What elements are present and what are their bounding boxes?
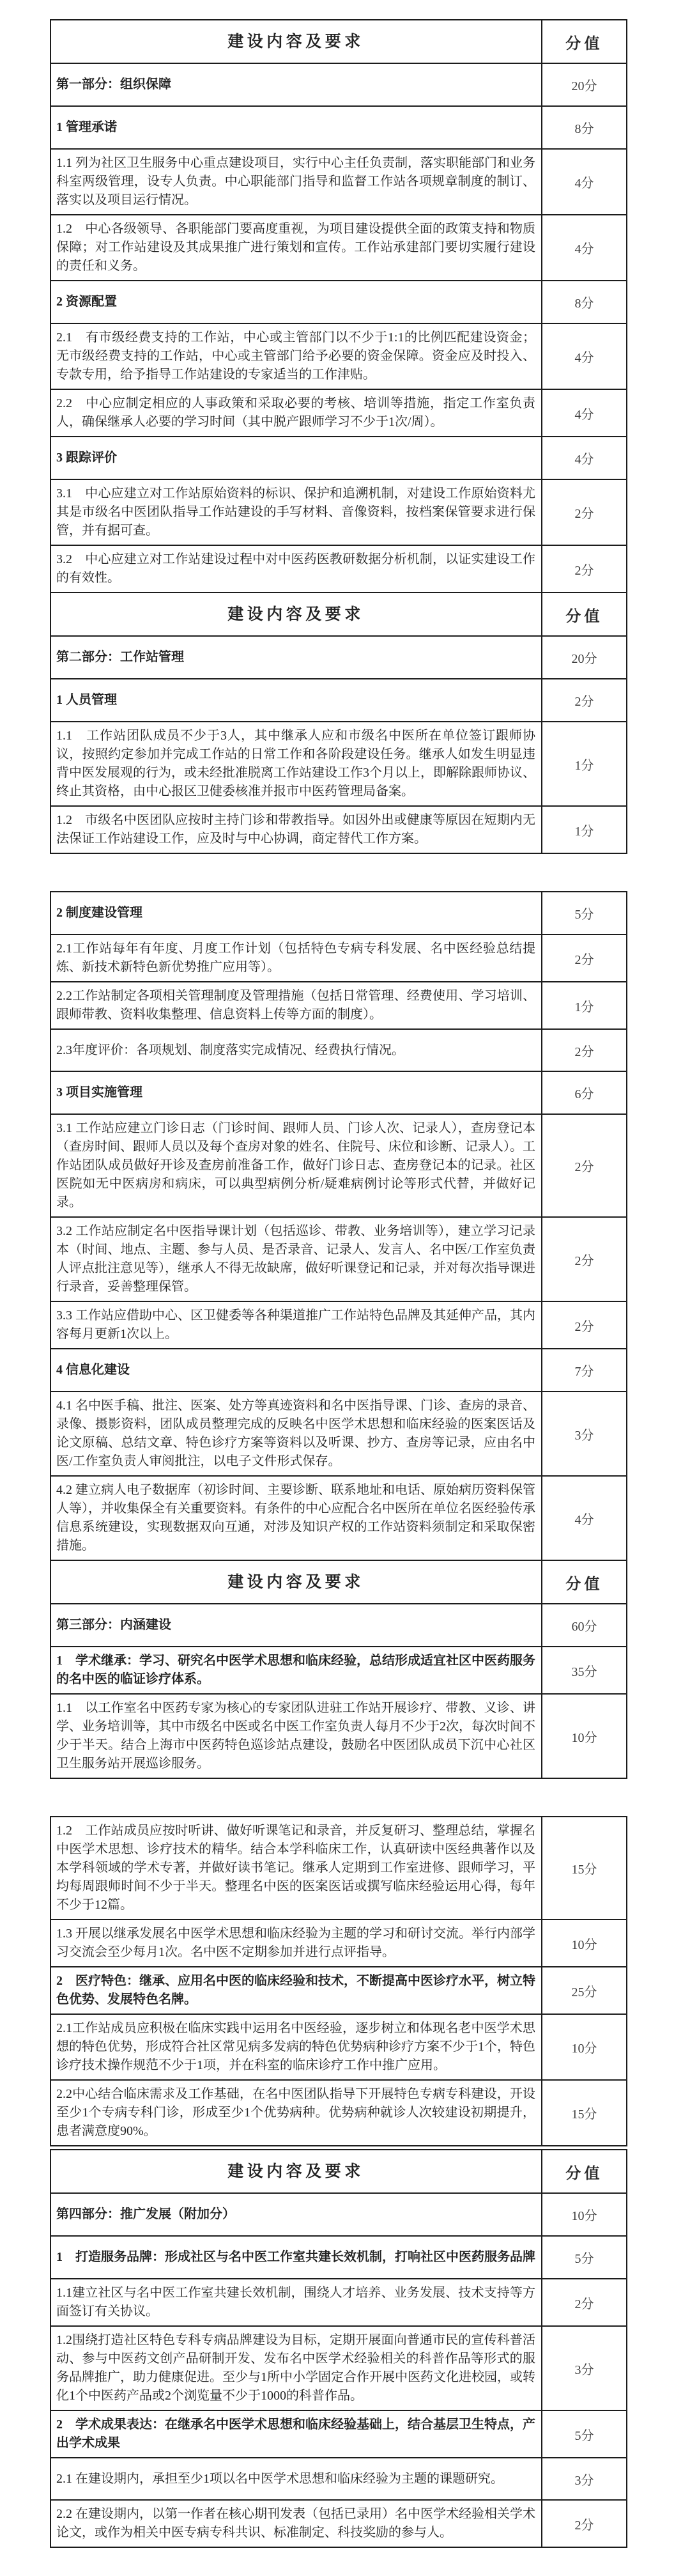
score-cell [542,679,626,721]
detail-row [51,2457,626,2499]
score-header-cell [542,2150,626,2192]
score-cell [542,1302,626,1348]
content-cell [51,2015,542,2079]
score-value: 2分 [574,695,594,709]
score-value: 2分 [574,1253,594,1268]
score-value: 8分 [574,122,594,136]
criteria-text: 1.1 列为社区卫生服务中心重点建设项目，实行中心主任负责制，落实职能部门和业务科室两级管理，设专人负责。中心职能部门指导和监督工作站各项规章制度的制订、落实以及项目运行情况。 [56,156,535,207]
item-row [51,105,626,148]
content-cell [51,150,542,214]
detail-row [51,2499,626,2547]
table-header-row [51,1560,626,1603]
score-cell [542,935,626,981]
score-cell [542,2411,626,2457]
score-header-label: 分值 [565,1576,603,1593]
table-header-row [51,592,626,635]
criteria-text: 第三部分：内涵建设 [56,1618,171,1632]
content-cell [51,324,542,389]
criteria-text: 2 医疗特色：继承、应用名中医的临床经验和技术，不断提高中医诊疗水平，树立特色优势、发展特色名牌。 [56,1974,535,2006]
detail-row [51,148,626,214]
criteria-text: 1.2 中心各级领导、各职能部门要高度重视，为项目建设提供全面的政策支持和物质保障；对工作站建设及其成果推广进行策划和宣传。工作站承建部门要切实履行建设的责任和义务。 [56,222,535,273]
score-value: 2分 [574,563,594,578]
block-2 [50,891,627,1779]
content-cell [51,281,542,323]
block-1 [50,19,627,854]
detail-row [51,323,626,389]
detail-row [51,805,626,853]
score-value: 3分 [574,2473,594,2488]
score-cell [542,1392,626,1475]
score-cell [542,480,626,545]
score-cell [542,2458,626,2499]
score-cell [542,2327,626,2410]
content-cell [51,2327,542,2410]
detail-row [51,1817,626,1919]
criteria-text: 3.2 工作站应制定名中医指导课计划（包括巡诊、带教、业务培训等），建立学习记录本（时间、地点、主题、参与人员、是否录音、记录人、发言人、名中医/工作室负责人评点批注意见等），继承人不得无故缺席，做好听课登记和记录，并对每次指导课进行录音，妥善整理保管。 [56,1224,535,1294]
content-header-cell [51,20,542,63]
detail-row [51,1113,626,1216]
score-header-cell [542,593,626,635]
score-cell [542,324,626,389]
criteria-text: 3 跟踪评价 [56,451,117,465]
score-cell [542,807,626,853]
content-header-label: 建设内容及要求 [227,1573,364,1591]
score-cell [542,150,626,214]
score-cell [542,437,626,479]
criteria-text: 1.1建立社区与名中医工作室共建长效机制，围绕人才培养、业务发展、技术支持等方面签订有关协议。 [56,2286,535,2318]
item-row [51,280,626,323]
criteria-text: 1 打造服务品牌：形成社区与名中医工作室共建长效机制，打响社区中医药服务品牌 [56,2250,535,2264]
content-cell [51,1115,542,1216]
item-row [51,678,626,721]
score-cell [542,2279,626,2325]
item-row [51,2410,626,2457]
criteria-text: 1.2 市级名中医团队应按时主持门诊和带教指导。如因外出或健康等原因在短期内无法保证工作站建设工作，应及时与中心协调，商定替代工作方案。 [56,813,535,846]
content-cell [51,546,542,592]
score-value: 2分 [574,2518,594,2533]
score-value: 4分 [574,242,594,256]
content-cell [51,1349,542,1391]
criteria-text: 2.3年度评价：各项规划、制度落实完成情况、经费执行情况。 [56,1043,404,1057]
score-cell [542,390,626,436]
part-row [51,635,626,678]
criteria-text: 1 人员管理 [56,693,117,707]
item-row [51,2235,626,2278]
content-cell [51,1920,542,1966]
content-cell [51,982,542,1028]
criteria-text: 1 学术继承：学习、研究名中医学术思想和临床经验，总结形成适宜社区中医药服务的名中医的临证诊疗体系。 [56,1654,535,1686]
criteria-text: 2 制度建设管理 [56,906,142,920]
content-cell [51,1604,542,1646]
content-cell [51,1695,542,1778]
score-value: 4分 [574,453,594,467]
criteria-text: 1.2 工作站成员应按时听讲、做好听课笔记和录音，并反复研习、整理总结，掌握名中医学术思想、诊疗技术的精华。结合本学科临床工作，认真研读中医经典著作以及本学科领域的学术专著，并做好读书笔记。继承人定期到工作室进修、跟师学习，平均每周跟师时间不少于半天。整理名中医的医案医话或撰写临床经验运用心得，每年不少于12篇。 [56,1824,535,1912]
content-header-cell [51,2150,542,2192]
score-value: 2分 [574,1044,594,1059]
part-row [51,1603,626,1646]
content-cell [51,2279,542,2325]
score-value: 4分 [574,1512,594,1527]
score-value: 20分 [571,652,597,666]
detail-row [51,721,626,805]
content-cell [51,64,542,105]
detail-row [51,1301,626,1348]
content-cell [51,935,542,981]
criteria-text: 1.1 工作站团队成员不少于3人，其中继承人应和市级名中医所在单位签订跟师协议，按照约定参加并完成工作站的日常工作和各阶段建设任务。继承人如发生明显违背中医发展观的行为，或未经批准脱离工作站建设工作3个月以上，即解除跟师协议、终止其资格，由中心报区卫健委核准并报市中医药管理局备案。 [56,729,535,798]
content-cell [51,480,542,545]
content-cell [51,1030,542,1071]
score-value: 25分 [571,1985,597,1999]
content-header-label: 建设内容及要求 [227,605,364,623]
content-cell [51,892,542,934]
score-value: 2分 [574,507,594,521]
content-cell [51,1477,542,1560]
score-header-cell [542,1561,626,1603]
score-cell [542,1115,626,1216]
score-header-label: 分值 [565,608,603,625]
item-row [51,436,626,479]
criteria-text: 1.2围绕打造社区特色专科专病品牌建设为目标，定期开展面向普通市民的宣传科普活动、参与中医药文创产品研制开发、发布名中医学术经验相关的科普作品等形式的服务品牌推广，助力健康促进。至少与1所中小学固定合作开展中医药文化进校园，或转化1个中医药产品或2个浏览量不少于1000的科普作品。 [56,2333,535,2403]
criteria-text: 2.2工作站制定各项相关管理制度及管理措施（包括日常管理、经费使用、学习培训、跟师带教、资料收集整理、信息资料上传等方面的制度）。 [56,989,535,1021]
content-cell [51,807,542,853]
block-4 [50,2149,627,2548]
detail-row [51,479,626,545]
content-header-cell [51,1561,542,1603]
detail-row [51,2325,626,2410]
score-value: 2分 [574,1319,594,1334]
score-cell [542,107,626,148]
content-cell [51,1218,542,1301]
item-row [51,1348,626,1391]
content-cell [51,2501,542,2547]
item-row [51,1071,626,1113]
score-cell [542,982,626,1028]
score-cell [542,546,626,592]
content-header-label: 建设内容及要求 [227,33,364,50]
criteria-text: 1.3 开展以继承发展名中医学术思想和临床经验为主题的学习和研讨交流。举行内部学习交流会至少每月1次。名中医不定期参加并进行点评指导。 [56,1927,535,1959]
content-cell [51,215,542,280]
criteria-text: 2.1 在建设期内，承担至少1项以名中医学术思想和临床经验为主题的课题研究。 [56,2471,503,2486]
detail-row [51,1216,626,1301]
score-value: 35分 [571,1664,597,1679]
content-cell [51,437,542,479]
content-header-cell [51,593,542,635]
detail-row [51,2013,626,2079]
content-cell [51,1302,542,1348]
detail-row [51,2079,626,2145]
table-header-row [51,2150,626,2192]
score-cell [542,281,626,323]
criteria-text: 2.1工作站成员应积极在临床实践中运用名中医经验，逐步树立和体现名老中医学术思想的特色优势，形成符合社区常见病多发病的特色优势病种诊疗方案不少于1个，特色诊疗技术操作规范不少于1项，并在科室的临床诊疗工作中推广应用。 [56,2021,535,2072]
criteria-text: 第四部分：推广发展（附加分） [56,2207,235,2221]
score-value: 2分 [574,952,594,967]
score-value: 4分 [574,407,594,422]
score-cell [542,2194,626,2235]
score-value: 60分 [571,1620,597,1634]
score-cell [542,2081,626,2145]
score-header-label: 分值 [565,35,603,52]
criteria-text: 3.1 中心应建立对工作站原始资料的标识、保护和追溯机制，对建设工作原始资料尤其是市级名中医团队指导工作站建设的手写材料、音像资料，按档案保管要求进行保管，并有据可查。 [56,486,535,538]
criteria-text: 2.2 中心应制定相应的人事政策和采取必要的考核、培训等措施，指定工作室负责人，确保继承人必要的学习时间（其中脱产跟师学习不少于1次/周）。 [56,396,535,429]
criteria-text: 2.2 在建设期内，以第一作者在核心期刊发表（包括已录用）名中医学术经验相关学术论文，或作为相关中医专病专科共识、标准制定、科技奖励的参与人。 [56,2507,535,2540]
score-cell [542,1920,626,1966]
criteria-text: 1.1 以工作室名中医药专家为核心的专家团队进驻工作站开展诊疗、带教、义诊、讲学、业务培训等，其中市级名中医或名中医工作室负责人每月不少于2次，每次时间不少于半天。结合上海市中医药特色巡诊站点建设，鼓励名中医团队成员下沉中心社区卫生服务站开展巡诊服务。 [56,1701,535,1771]
detail-row [51,981,626,1028]
content-header-label: 建设内容及要求 [227,2162,364,2180]
criteria-text: 第二部分：工作站管理 [56,650,184,664]
score-cell [542,2015,626,2079]
criteria-text: 3 项目实施管理 [56,1085,142,1099]
score-value: 1分 [574,758,594,773]
criteria-text: 3.3 工作站应借助中心、区卫健委等各种渠道推广工作站特色品牌及其延伸产品，其内容每月更新1次以上。 [56,1308,535,1341]
content-cell [51,390,542,436]
score-value: 10分 [571,1937,597,1952]
detail-row [51,1391,626,1475]
score-value: 4分 [574,176,594,190]
content-cell [51,2237,542,2278]
part-row [51,63,626,105]
table-header-row [51,20,626,63]
score-header-cell [542,20,626,63]
content-cell [51,1967,542,2013]
content-cell [51,1817,542,1919]
criteria-text: 2 学术成果表达：在继承名中医学术思想和临床经验基础上，结合基层卫生特点，产出学术成果 [56,2417,535,2450]
score-cell [542,2501,626,2547]
score-value: 6分 [574,1087,594,1101]
content-cell [51,2081,542,2145]
score-cell [542,1218,626,1301]
score-cell [542,1695,626,1778]
score-cell [542,1604,626,1646]
score-cell [542,1817,626,1919]
part-row [51,2192,626,2235]
score-value: 1分 [574,824,594,839]
detail-row [51,1028,626,1071]
score-value: 4分 [574,351,594,365]
content-cell [51,1072,542,1113]
content-cell [51,722,542,805]
detail-row [51,389,626,436]
score-value: 15分 [571,2107,597,2122]
score-value: 2分 [574,2297,594,2311]
criteria-text: 1 管理承诺 [56,120,117,134]
score-cell [542,1349,626,1391]
score-cell [542,2237,626,2278]
criteria-text: 2.1工作站每年有年度、月度工作计划（包括特色专病专科发展、名中医经验总结提炼、新技术新特色新优势推广应用等）。 [56,942,535,974]
content-cell [51,1392,542,1475]
score-value: 10分 [571,2209,597,2223]
content-cell [51,2411,542,2457]
criteria-text: 2.1 有市级经费支持的工作站，中心或主管部门以不少于1:1的比例匹配建设资金；无市级经费支持的工作站，中心或主管部门给予必要的资金保障。资金应及时投入、专款专用，给予指导工作站建设的专家适当的工作津贴。 [56,330,535,382]
detail-row [51,214,626,280]
score-value: 20分 [571,79,597,93]
score-value: 7分 [574,1365,594,1379]
score-cell [542,1072,626,1113]
detail-row [51,1475,626,1560]
score-header-label: 分值 [565,2165,603,2182]
score-cell [542,64,626,105]
detail-row [51,2278,626,2325]
score-cell [542,1477,626,1560]
criteria-text: 2.2中心结合临床需求及工作基础，在名中医团队指导下开展特色专病专科建设，开设至少1个专病专科门诊，形成至少1个优势病种。优势病种就诊人次较建设初期提升，患者满意度90%。 [56,2087,535,2138]
content-cell [51,637,542,678]
score-value: 5分 [574,908,594,922]
block-3 [50,1816,627,2146]
score-value: 2分 [574,1160,594,1174]
criteria-text: 2 资源配置 [56,295,117,309]
content-cell [51,107,542,148]
score-value: 5分 [574,2252,594,2266]
score-value: 10分 [571,2042,597,2056]
score-value: 3分 [574,2363,594,2377]
detail-row [51,934,626,981]
score-value: 1分 [574,1000,594,1014]
detail-row [51,1693,626,1778]
score-cell [542,722,626,805]
criteria-text: 4 信息化建设 [56,1363,130,1377]
score-cell [542,637,626,678]
score-cell [542,1967,626,2013]
criteria-text: 3.1 工作站应建立门诊日志（门诊时间、跟师人员、门诊人次、记录人），查房登记本（查房时间、跟师人员以及每个查房对象的姓名、住院号、床位和诊断、记录人）。工作站团队成员做好开诊及查房前准备工作，做好门诊日志、查房登记本的记录。社区医院如无中医病房和病床，可以典型病例分析/疑难病例讨论等形式代替，并做好记录。 [56,1121,535,1209]
detail-row [51,1919,626,1966]
score-value: 3分 [574,1428,594,1443]
item-row [51,892,626,934]
score-cell [542,892,626,934]
content-cell [51,679,542,721]
score-value: 8分 [574,297,594,311]
criteria-text: 3.2 中心应建立对工作站建设过程中对中医药医教研数据分析机制，以证实建设工作的有效性。 [56,552,535,585]
criteria-text: 第一部分：组织保障 [56,77,171,91]
criteria-text: 4.2 建立病人电子数据库（初诊时间、主要诊断、联系地址和电话、原始病历资料保管人等），并收集保全有关重要资料。有条件的中心应配合名中医所在单位名医经验传承信息系统建设，实现数据双向互通，对涉及知识产权的工作站资料须制定和采取保密措施。 [56,1483,535,1553]
content-cell [51,1647,542,1693]
item-row [51,1646,626,1693]
score-cell [542,1647,626,1693]
score-cell [542,1030,626,1071]
score-cell [542,215,626,280]
content-cell [51,2194,542,2235]
item-row [51,1966,626,2013]
content-cell [51,2458,542,2499]
detail-row [51,545,626,592]
score-value: 15分 [571,1863,597,1877]
score-value: 10分 [571,1730,597,1745]
score-value: 5分 [574,2428,594,2443]
criteria-text: 4.1 名中医手稿、批注、医案、处方等真迹资料和名中医指导课、门诊、查房的录音、录像、摄影资料，团队成员整理完成的反映名中医学术思想和临床经验的医案医话及论文原稿、总结文章、特色诊疗方案等资料以及听课、抄方、查房等记录，应由名中医/工作室负责人审阅批注，以电子文件形式保存。 [56,1399,535,1468]
